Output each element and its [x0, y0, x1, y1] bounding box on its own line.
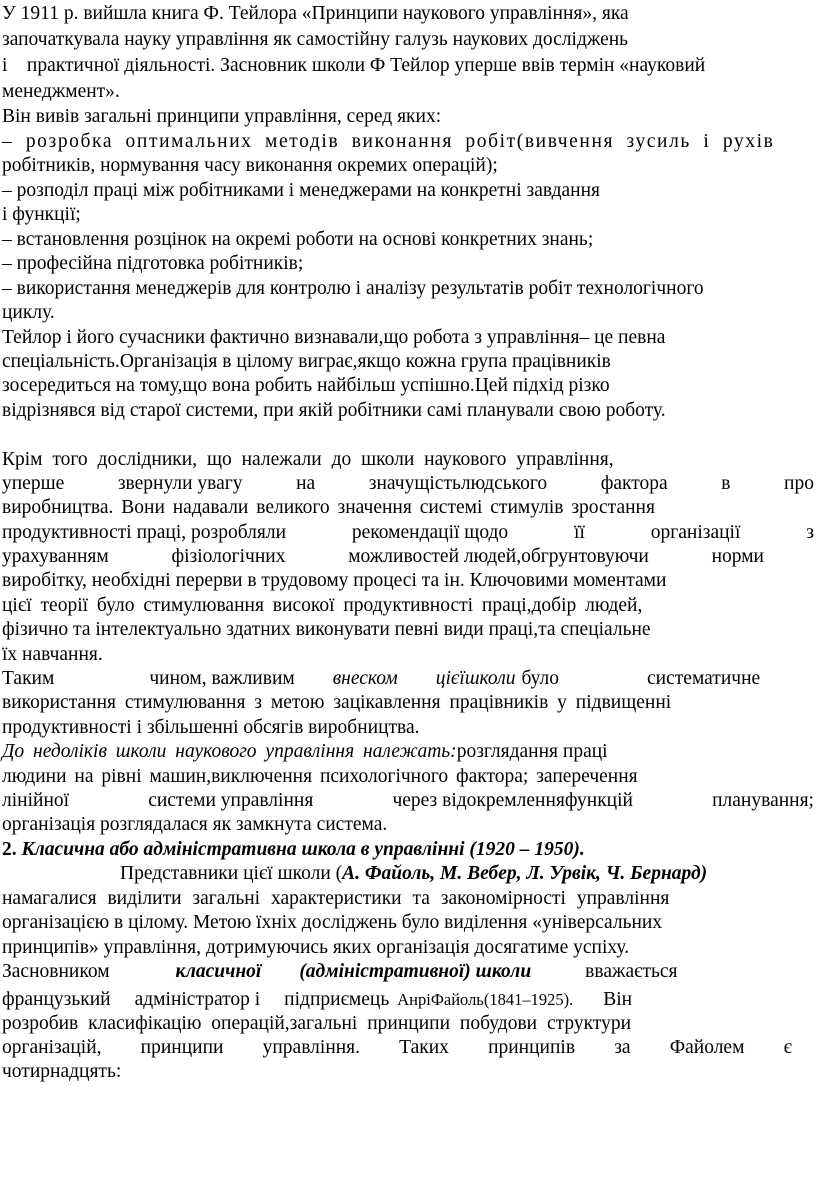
word: її: [574, 522, 585, 543]
text-fragment: практичної діяльності. Засновник школи Ф Тейлор уперше ввів термін «науковий: [26, 55, 706, 76]
italic-word: цієїшколи: [435, 668, 516, 689]
word: фізіологічних: [171, 546, 286, 567]
word: про: [784, 473, 814, 494]
text-line: – встановлення розцінок на окремі роботи на основі конкретних знань;: [2, 229, 594, 250]
word: чином, важливим: [149, 668, 295, 689]
text-line: зосередиться на тому,що вона робить найбільш успішно.Цей підхід різко: [2, 375, 610, 396]
word: організацій,: [2, 1037, 102, 1058]
word: за: [614, 1037, 631, 1058]
text-line: Він вивів загальні принципи управління, серед яких:: [2, 106, 442, 127]
word: Таких: [399, 1037, 449, 1058]
text-line: намагалися виділити загальні характеристики та закономірності управління: [2, 888, 670, 909]
word: на: [296, 473, 316, 494]
text-line: чотирнадцять:: [2, 1061, 122, 1082]
text-line: – використання менеджерів для контролю і аналізу результатів робіт технологічного: [2, 278, 704, 299]
word: норми: [711, 546, 764, 567]
text-line: [2, 740, 608, 765]
word: підприємець: [284, 989, 390, 1010]
text-line: цієї теорії було стимулювання високої продуктивності праці,добір людей,: [2, 595, 643, 616]
word: управління.: [262, 1037, 361, 1058]
text-line: Тейлор і його сучасники фактично визнавали,що робота з управління– це певна: [2, 327, 666, 348]
word: значущістьлюдського: [368, 473, 548, 494]
word: в: [721, 473, 731, 494]
word: уперше: [2, 473, 65, 494]
word: вважається: [585, 961, 678, 982]
word: принципи: [140, 1037, 224, 1058]
word: фактора: [600, 473, 668, 494]
text-line-justified: [2, 545, 764, 570]
text-line: і функції;: [2, 204, 81, 225]
text-line: виробітку, необхідні перерви в трудовому процесі та ін. Ключовими моментами: [2, 570, 667, 591]
word: урахуванням: [2, 546, 109, 567]
text-line: [2, 54, 705, 79]
text-line: – розробка оптимальних методів виконання робіт(вивчення зусиль і рухів: [2, 131, 775, 152]
text-line: [2, 960, 678, 985]
text-line: виробництва. Вони надавали великого значення системі стимулів зростання: [2, 497, 655, 518]
italic-word: внеском: [332, 668, 398, 689]
word: адміністратор і: [134, 989, 261, 1010]
word: планування;: [712, 790, 814, 811]
word: Файолем: [669, 1037, 745, 1058]
bold-italic-phrase: (адміністративної) школи: [299, 961, 532, 982]
text-line: продуктивності і збільшенні обсягів виробництва.: [2, 717, 420, 738]
text-line: – розподіл праці між робітниками і менеджерами на конкретні завдання: [2, 180, 601, 201]
word: можливостей людей,обгрунтовуючи: [348, 546, 649, 567]
text-line: [120, 862, 707, 887]
word: Засновником: [2, 961, 110, 982]
text-line: принципів» управління, дотримуючись яких організація досягатиме успіху.: [2, 937, 630, 958]
text-line: розробив класифікацію операцій,загальні принципи побудови структури: [2, 1013, 632, 1034]
word: організації: [650, 522, 741, 543]
text-line: їх навчання.: [2, 644, 103, 665]
text-line: організація розглядалася як замкнута система.: [2, 814, 388, 835]
word: з: [806, 522, 814, 543]
word: АнріФайоль(1841–1925).: [397, 990, 574, 1009]
text-line-justified: [2, 789, 814, 814]
word: Він: [603, 989, 633, 1010]
text-line-justified: [2, 1036, 792, 1061]
text-line: циклу.: [2, 302, 55, 323]
section-title: Класична або адміністративна школа в управлінні (1920 – 1950).: [21, 839, 585, 860]
text-line: робітників, нормування часу виконання окремих операцій);: [2, 155, 498, 176]
text-line: людини на рівні машин,виключення психологічного фактора; заперечення: [2, 766, 638, 787]
word: лінійної: [2, 790, 70, 811]
text-line-justified: [2, 472, 814, 497]
italic-phrase: До недоліків школи наукового управління належать:: [2, 741, 457, 762]
word: через відокремленняфункцій: [392, 790, 633, 811]
text-line-justified: [2, 521, 814, 546]
word: систематичне: [647, 668, 761, 689]
word: рекомендації щодо: [351, 522, 509, 543]
word: було: [521, 668, 560, 689]
author-names: А. Файоль, М. Вебер, Л. Урвік, Ч. Бернард): [342, 863, 708, 884]
text-fragment: розглядання праці: [456, 741, 608, 762]
text-fragment: і: [2, 55, 27, 76]
text-line: фізично та інтелектуально здатних виконувати певні види праці,та спеціальне: [2, 619, 651, 640]
section-heading: [2, 838, 585, 863]
text-line: започаткувала науку управління як самостійну галузь наукових досліджень: [2, 29, 629, 50]
text-line: менеджмент».: [2, 81, 120, 102]
word: системи управління: [148, 790, 314, 811]
text-line: спеціальність.Організація в цілому виграє,якщо кожна група працівників: [2, 351, 611, 372]
word: є: [783, 1037, 792, 1058]
bold-italic-word: класичної: [175, 961, 262, 982]
word: принципів: [488, 1037, 576, 1058]
text-line: використання стимулювання з метою зацікавлення працівників у підвищенні: [2, 692, 672, 713]
word: звернули увагу: [117, 473, 243, 494]
text-line: [2, 988, 632, 1013]
text-line: У 1911 р. вийшла книга Ф. Тейлора «Принципи наукового управління», яка: [2, 3, 629, 24]
section-number: 2.: [2, 839, 17, 860]
text-line: – професійна підготовка робітників;: [2, 253, 304, 274]
text-line: відрізнявся від старої системи, при якій робітники самі планували свою роботу.: [2, 400, 666, 421]
text-fragment: Представники цієї школи (: [120, 863, 343, 884]
word: Таким: [2, 668, 55, 689]
word: продуктивності праці, розробляли: [2, 522, 287, 543]
text-line: організацією в цілому. Метою їхніх досліджень було виділення «універсальних: [2, 912, 663, 933]
word: французький: [2, 989, 111, 1010]
text-line: Крім того дослідники, що належали до школи наукового управління,: [2, 449, 614, 470]
text-line: [2, 667, 760, 692]
